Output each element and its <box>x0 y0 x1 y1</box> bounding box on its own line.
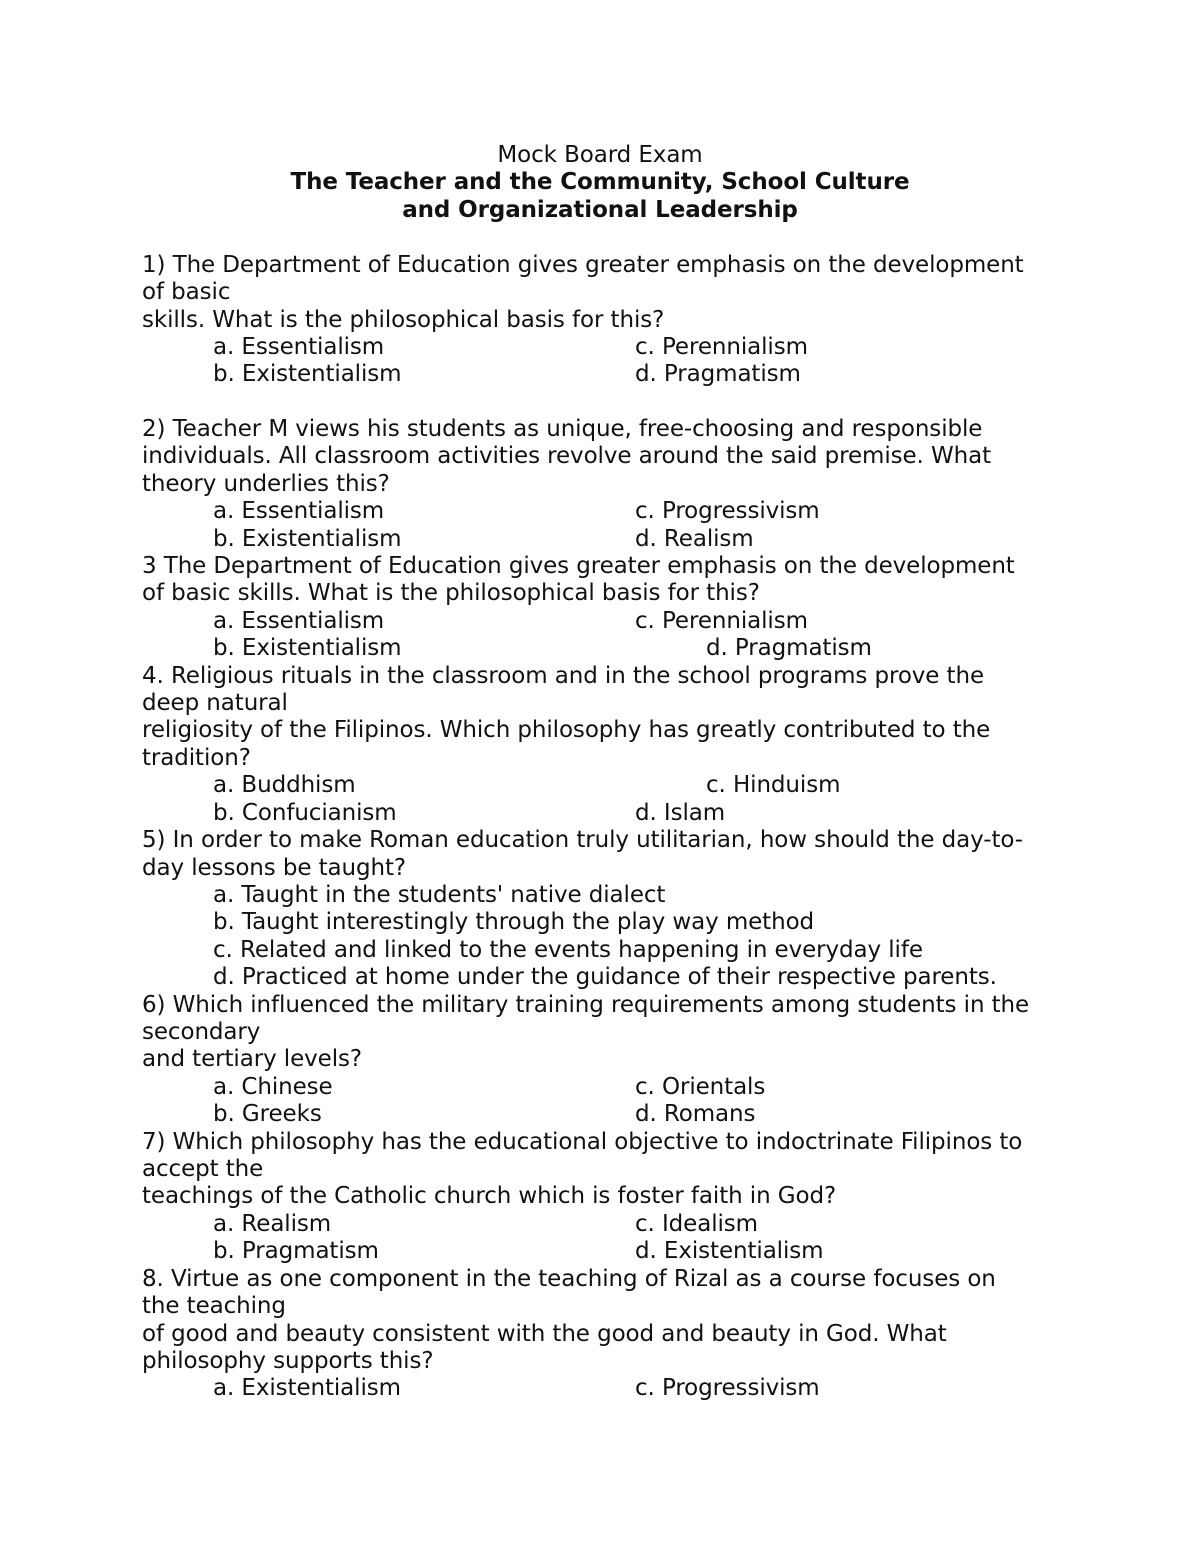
question-1-stem-line: of basic <box>142 279 231 305</box>
question-7-option-c: c. Idealism <box>635 1211 758 1237</box>
question-8-stem-line: of good and beauty consistent with the good and beauty in God. What <box>142 1321 947 1347</box>
question-3-option-d: d. Pragmatism <box>706 635 872 661</box>
question-7-stem-line: teachings of the Catholic church which is foster faith in God? <box>142 1183 837 1209</box>
question-5-option-b: b. Taught interestingly through the play way method <box>213 909 815 935</box>
question-4-option-d: d. Islam <box>635 800 726 826</box>
question-4-option-b: b. Confucianism <box>213 800 397 826</box>
question-1-option-b: b. Existentialism <box>213 361 402 387</box>
question-3-stem-line: 3 The Department of Education gives greater emphasis on the development <box>142 553 1015 579</box>
question-5-option-c: c. Related and linked to the events happening in everyday life <box>213 937 923 963</box>
question-5-stem-line: 5) In order to make Roman education truly utilitarian, how should the day-to- <box>142 827 1023 853</box>
question-5-option-a: a. Taught in the students' native dialect <box>213 882 666 908</box>
question-3-option-c: c. Perennialism <box>635 608 808 634</box>
question-2-stem-line: 2) Teacher M views his students as unique, free-choosing and responsible <box>142 416 983 442</box>
question-3-option-a: a. Essentialism <box>213 608 385 634</box>
question-7-option-b: b. Pragmatism <box>213 1238 379 1264</box>
question-4-option-a: a. Buddhism <box>213 772 356 798</box>
question-7-stem-line: 7) Which philosophy has the educational objective to indoctrinate Filipinos to <box>142 1129 1023 1155</box>
exam-title: Mock Board Exam <box>497 142 703 168</box>
question-8-stem-line: philosophy supports this? <box>142 1348 434 1374</box>
question-2-stem-line: individuals. All classroom activities revolve around the said premise. What <box>142 443 992 469</box>
question-3-option-b: b. Existentialism <box>213 635 402 661</box>
question-1-option-d: d. Pragmatism <box>635 361 801 387</box>
question-4-stem-line: deep natural <box>142 690 288 716</box>
question-4-stem-line: tradition? <box>142 745 251 771</box>
question-8-option-c: c. Progressivism <box>635 1375 820 1401</box>
question-6-stem-line: and tertiary levels? <box>142 1046 362 1072</box>
question-6-option-d: d. Romans <box>635 1101 756 1127</box>
exam-subtitle-line-1: The Teacher and the Community, School Culture <box>290 169 910 195</box>
question-2-option-d: d. Realism <box>635 526 754 552</box>
question-2-stem-line: theory underlies this? <box>142 471 390 497</box>
question-1-stem-line: skills. What is the philosophical basis for this? <box>142 307 665 333</box>
question-6-option-c: c. Orientals <box>635 1074 766 1100</box>
question-3-stem-line: of basic skills. What is the philosophical basis for this? <box>142 580 760 606</box>
question-4-option-c: c. Hinduism <box>706 772 841 798</box>
question-7-stem-line: accept the <box>142 1156 264 1182</box>
question-6-option-b: b. Greeks <box>213 1101 322 1127</box>
exam-subtitle-line-2: and Organizational Leadership <box>402 197 798 223</box>
question-2-option-c: c. Progressivism <box>635 498 820 524</box>
question-8-stem-line: the teaching <box>142 1293 286 1319</box>
question-1-stem-line: 1) The Department of Education gives greater emphasis on the development <box>142 252 1024 278</box>
question-4-stem-line: religiosity of the Filipinos. Which philosophy has greatly contributed to the <box>142 717 991 743</box>
question-6-stem-line: 6) Which influenced the military training requirements among students in the <box>142 992 1030 1018</box>
question-4-stem-line: 4. Religious rituals in the classroom and in the school programs prove the <box>142 663 985 689</box>
question-2-option-b: b. Existentialism <box>213 526 402 552</box>
question-6-option-a: a. Chinese <box>213 1074 333 1100</box>
question-6-stem-line: secondary <box>142 1019 261 1045</box>
question-5-option-d: d. Practiced at home under the guidance of their respective parents. <box>213 964 997 990</box>
question-7-option-a: a. Realism <box>213 1211 332 1237</box>
question-8-option-a: a. Existentialism <box>213 1375 401 1401</box>
question-2-option-a: a. Essentialism <box>213 498 385 524</box>
question-5-stem-line: day lessons be taught? <box>142 855 407 881</box>
question-8-stem-line: 8. Virtue as one component in the teaching of Rizal as a course focuses on <box>142 1266 996 1292</box>
question-7-option-d: d. Existentialism <box>635 1238 824 1264</box>
question-1-option-a: a. Essentialism <box>213 334 385 360</box>
question-1-option-c: c. Perennialism <box>635 334 808 360</box>
